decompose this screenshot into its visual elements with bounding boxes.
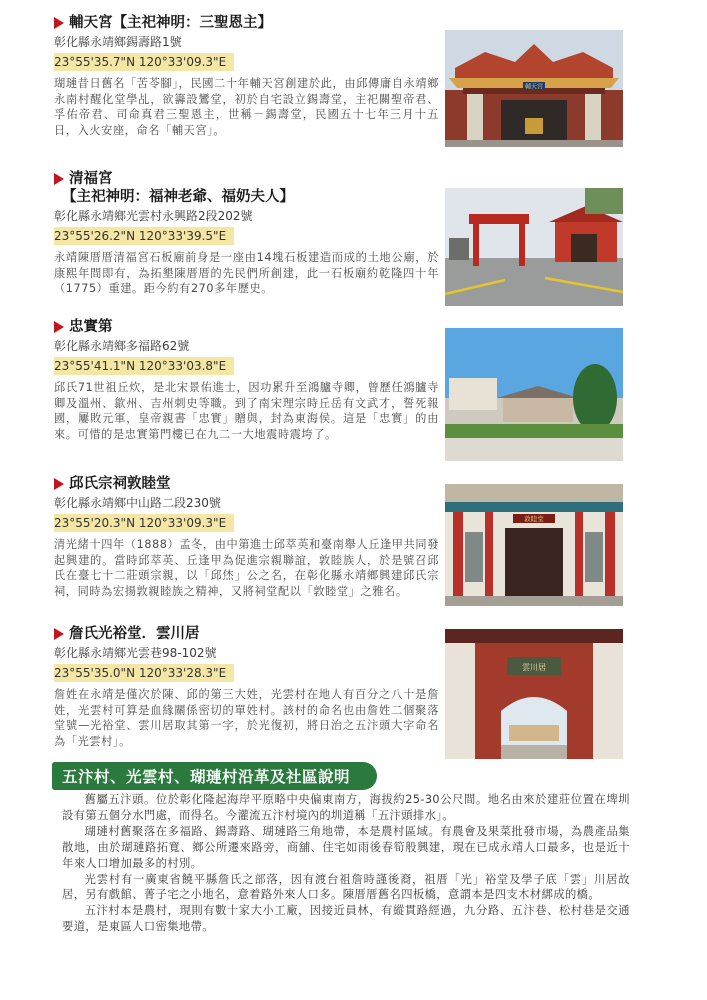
entry-title: 忠實第 [54, 318, 439, 336]
entry-fu-tian-temple [54, 14, 439, 138]
entry-coordinates: 23°55'26.2"N 120°33'39.5"E [54, 227, 234, 245]
entry-coordinates: 23°55'41.1"N 120°33'03.8"E [54, 357, 234, 375]
entry-address: 彰化縣永靖鄉光雲村永興路2段202號 [54, 209, 253, 223]
entry-description: 詹姓在永靖是僅次於陳、邱的第三大姓，光雲村在地人有百分之八十是詹姓，光雲村可算是血緣關係密切的單姓村。該村的命名也由詹姓二個聚落堂號—光裕堂、雲川居取其第一字，於光復初，將日治之五汴頭大字命名為「光雲村」。 [54, 688, 439, 748]
entry-title: 詹氏光裕堂．雲川居 [54, 625, 439, 643]
entry-zhong-shi-di [54, 318, 439, 442]
entry-title: 輔天宮【主祀神明：三聖恩主】 [54, 14, 439, 32]
section-paragraph: 光雲村有一廣東省饒平縣詹氏之部落，因有渡台祖詹時謹後裔，祖厝「光」裕堂及學子底「雲」川居故居，另有戲館、菁子宅之小地名，意着路外來人口多。陳厝厝舊名四板橋，意謂本是四支木材綁成的橋。 [62, 872, 630, 902]
section-heading-banner [52, 762, 377, 790]
entry-title: 清福宮 [54, 170, 439, 188]
entry-address: 彰化縣永靖鄉多福路62號 [54, 339, 190, 353]
bullet-triangle-icon [54, 321, 64, 333]
bullet-triangle-icon [54, 17, 64, 29]
photo-yun-chuan-ju-gate [445, 629, 623, 759]
temple-plaque: 輔天宮 [524, 83, 544, 91]
entry-zhan-family-halls [54, 625, 439, 749]
photo-fu-tian-temple [445, 30, 623, 147]
entry-coordinates: 23°55'35.0"N 120°33'28.3"E [54, 664, 234, 682]
section-body [62, 792, 630, 935]
entry-address: 彰化縣永靖鄉中山路二段230號 [54, 496, 221, 510]
section-heading: 五汴村、光雲村、瑚璉村沿革及社區說明 [62, 767, 351, 786]
entry-coordinates: 23°55'35.7"N 120°33'09.3"E [54, 53, 234, 71]
entry-coordinates: 23°55'20.3"N 120°33'09.3"E [54, 514, 234, 532]
entry-qing-fu-temple [54, 170, 439, 297]
section-paragraph: 瑚璉村舊聚落在多福路、錫壽路、瑚璉路三角地帶，本是農村區域。有農會及果菜批發市場，為農產品集散地，由於瑚璉路拓寬、鄉公所遷來路旁，商舖、住宅如雨後春筍般興建，現在已成永靖人口最多，也是近十年來人口增加最多的村別。 [62, 824, 630, 870]
entry-description: 永靖陳厝厝清福宮石板廟前身是一座由14塊石板建造而成的土地公廟，於康熙年間即有，為拓墾陳厝厝的先民們所創建，此一石板廟約乾隆四十年（1775）重建。距今約有270多年歷史。 [54, 251, 439, 296]
photo-qing-fu-temple [445, 188, 623, 306]
photo-qiu-ancestral-hall [445, 484, 623, 606]
entry-qiu-ancestral-hall [54, 475, 439, 599]
entry-address: 彰化縣永靖鄉光雲巷98-102號 [54, 646, 217, 660]
bullet-triangle-icon [54, 628, 64, 640]
entry-title: 邱氏宗祠敦睦堂 [54, 475, 439, 493]
entry-description: 清光緒十四年（1888）孟冬，由中第進士邱萃英和臺南舉人丘逢甲共同發起興建的。當時邱萃英、丘逢甲為促進宗親聯誼，敦睦族人，於是號召邱氏在臺七十二莊頭宗親，以「邱烋」公之名，在彰化縣永靖鄉興建邱氏宗祠，同時為宏揚敦親睦族之精神，又將祠堂配以「敦睦堂」之雅名。 [54, 538, 439, 598]
entry-description: 邱氏71世祖丘炊，是北宋景佑進士，因功累升至鴻臚寺卿，曾歷任鴻臚寺卿及溫州、歙州、吉州刺史等職。到了南宋理宗時丘岳有文武才，誓死報國，屢敗元軍，皇帝親書「忠實」贈與，封為東海侯。這是「忠實」的由來。可惜的是忠實第門樓已在九二一大地震時震垮了。 [54, 381, 439, 441]
section-paragraph: 五汴村本是農村，現則有數十家大小工廠，因接近員林，有縱貫路經過，九分路、五汴巷、松村巷是交通要道，是東區人口密集地帶。 [62, 904, 630, 934]
bullet-triangle-icon [54, 173, 64, 185]
section-paragraph: 舊屬五汴頭。位於彰化隆起海岸平原略中央偏東南方，海拔約25-30公尺間。地名由來於建莊位置在埤圳設有第五個分水門處，而得名。今灌流五汴村境內的圳道稱「五汴頭排水」。 [62, 793, 630, 822]
entry-deity: 【主祀神明：福神老爺、福奶夫人】 [62, 188, 294, 205]
bullet-triangle-icon [54, 478, 64, 490]
gate-plaque: 雲川居 [522, 663, 546, 672]
entry-description: 瑚璉昔日舊名「苦苓腳」，民國二十年輔天宮創建於此，由邱傳庸自永靖鄉永南村醒化堂學乩，欲籌設鸞堂，初於自宅設立錫壽堂，主祀關聖帝君、孚佑帝君、司命真君三聖恩主，世稱－錫壽堂，民國五十七年三月十五日，入火安座，命名「輔天宮」。 [54, 77, 439, 137]
hall-plaque: 敦睦堂 [524, 515, 544, 523]
entry-address: 彰化縣永靖鄉錫壽路1號 [54, 35, 182, 49]
photo-zhong-shi-di [445, 328, 623, 461]
